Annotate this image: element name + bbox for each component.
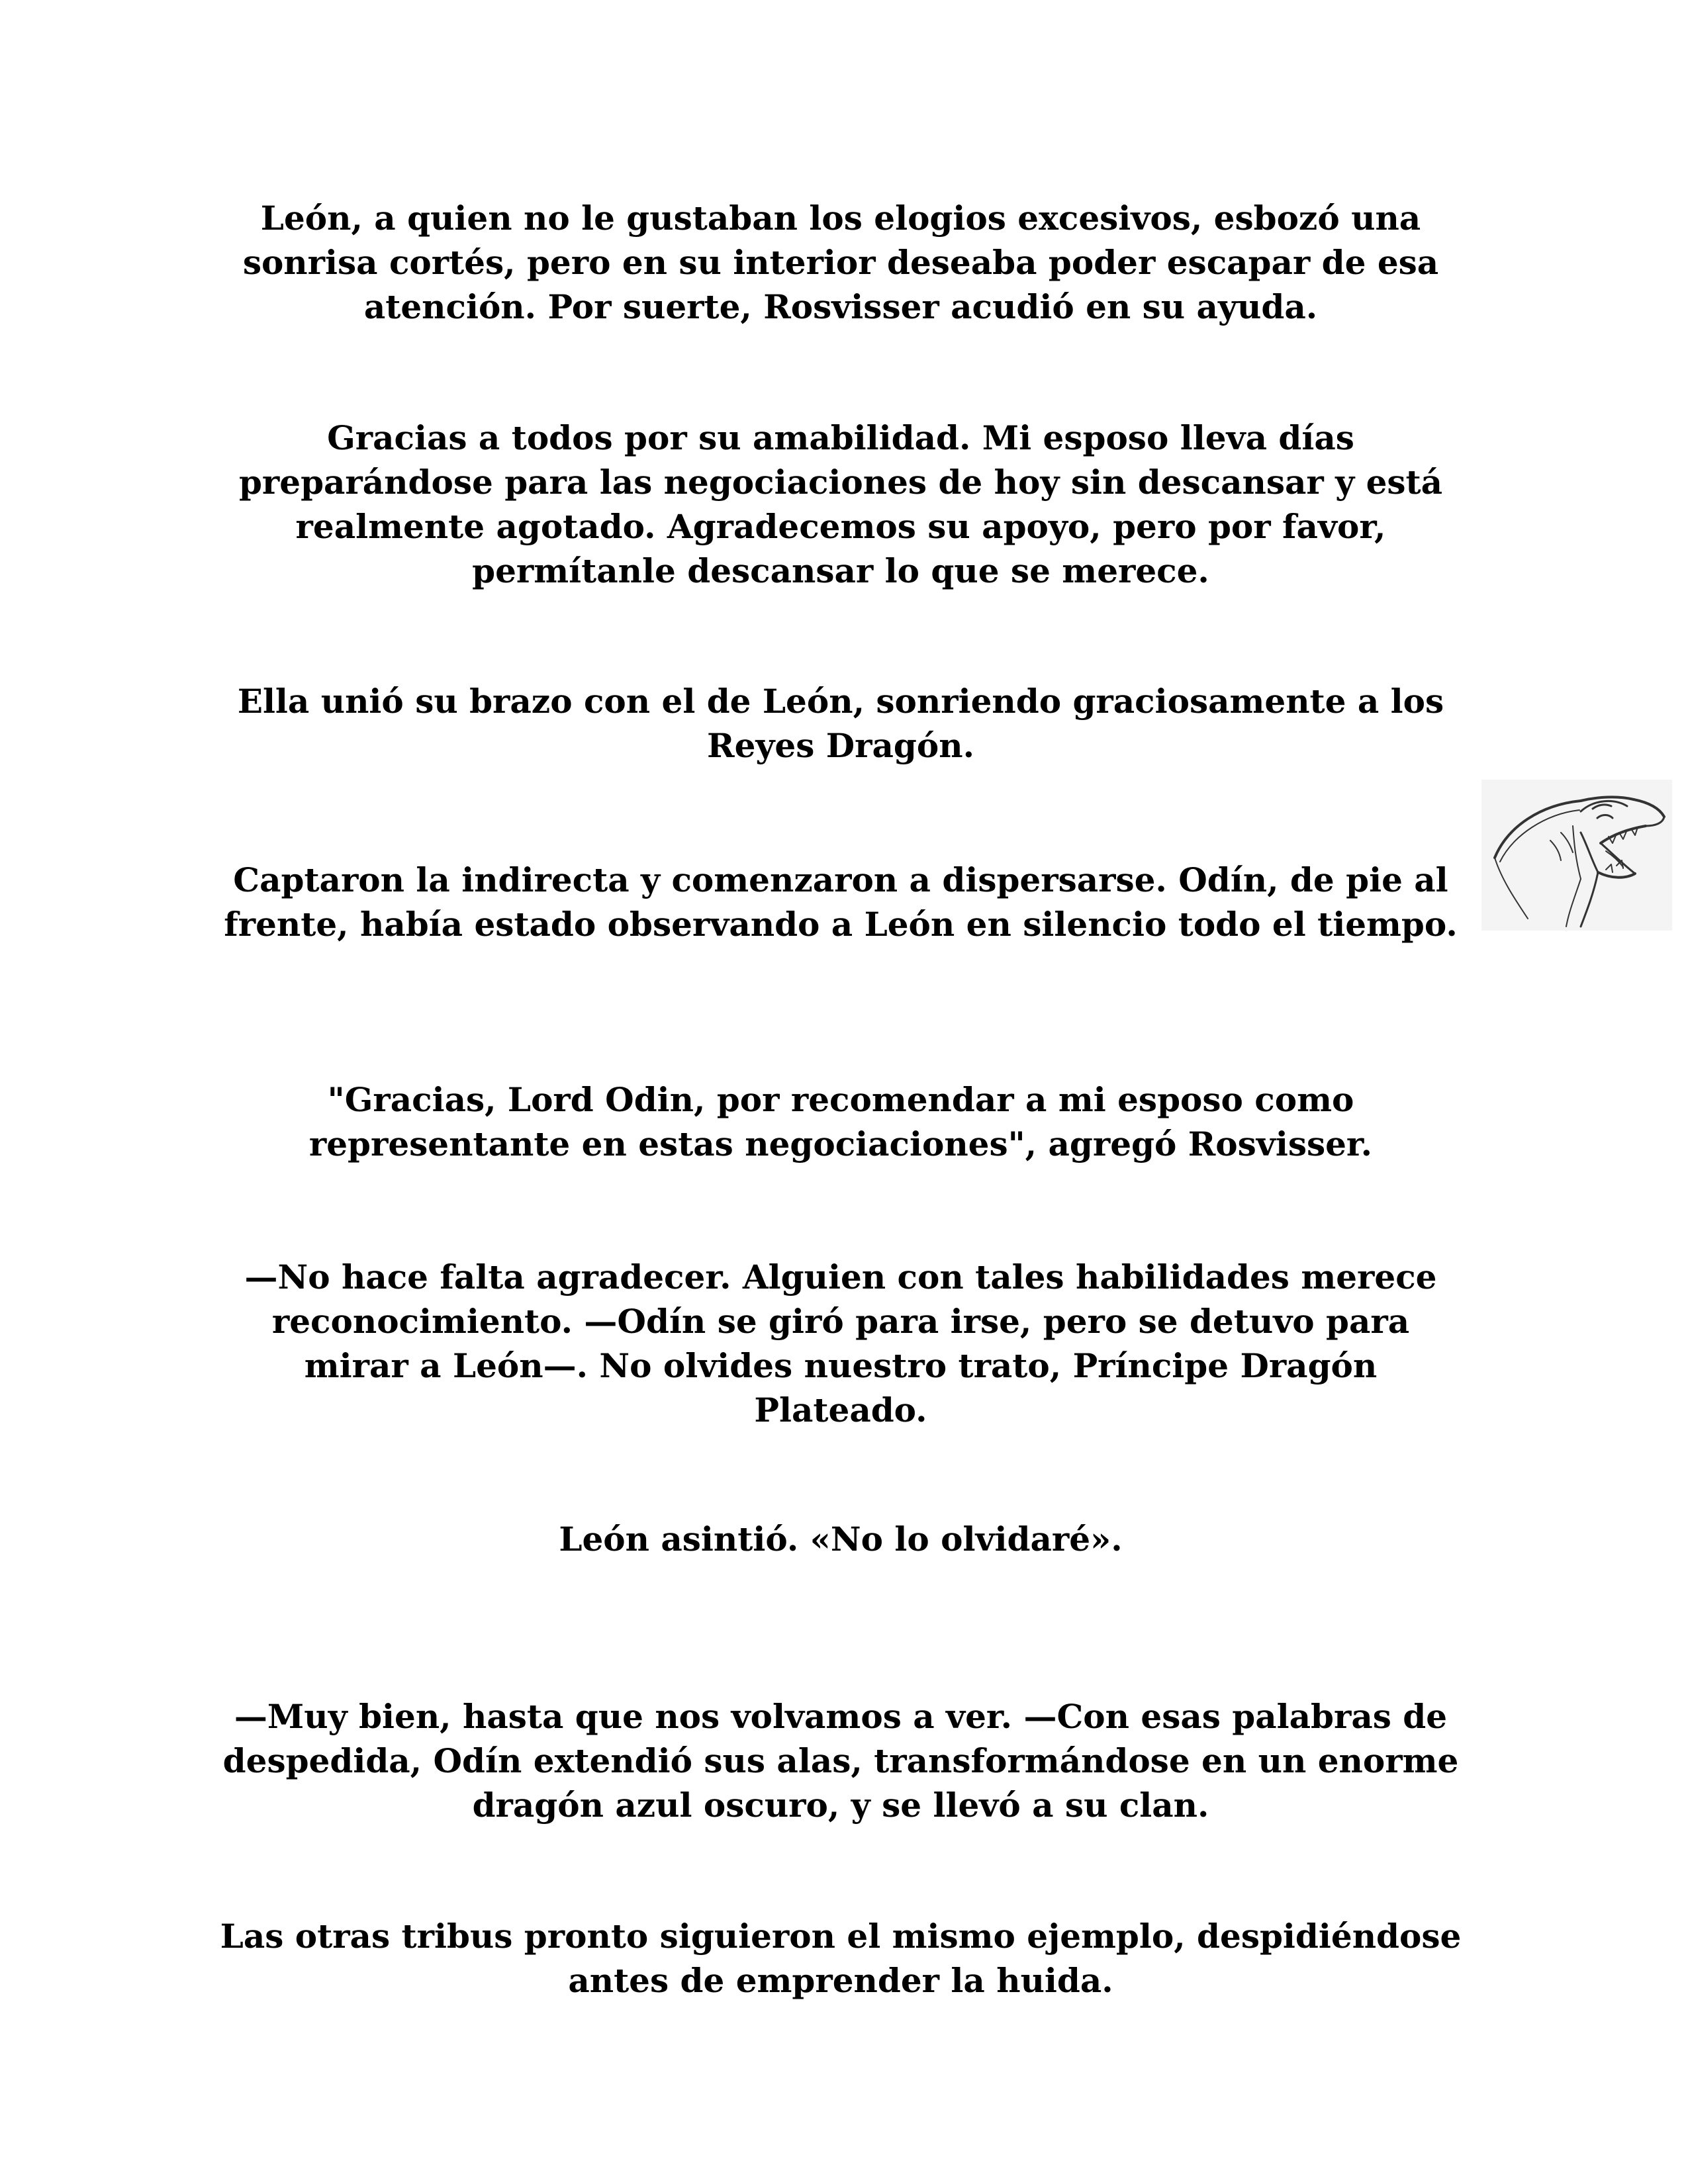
paragraph-8: —Muy bien, hasta que nos volvamos a ver. —Con esas palabras de despedida, Odín extendió sus alas, transformándose en un enorme dragón azul oscuro, y se llevó a su clan. [222, 1697, 1459, 1825]
paragraph-1: León, a quien no le gustaban los elogios excesivos, esbozó una sonrisa cortés, pero en su interior deseaba poder escapar de esa atención. Por suerte, Rosvisser acudió en su ayuda. [242, 199, 1439, 326]
paragraph-5: "Gracias, Lord Odin, por recomendar a mi esposo como representante en estas negociaciones", agregó Rosvisser. [308, 1080, 1373, 1163]
paragraph-9: Las otras tribus pronto siguieron el mismo ejemplo, despidiéndose antes de emprender la huida. [220, 1917, 1462, 2000]
paragraph-4: Captaron la indirecta y comenzaron a dispersarse. Odín, de pie al frente, había estado observando a León en silencio todo el tiempo. [224, 860, 1458, 944]
dragon-head-sketch-icon [1481, 780, 1672, 931]
paragraph-2: Gracias a todos por su amabilidad. Mi esposo lleva días preparándose para las negociaciones de hoy sin descansar y está realmente agotado. Agradecemos su apoyo, pero por favor, permítanle descansar lo que se merece. [238, 418, 1443, 590]
paragraph-7: León asintió. «No lo olvidaré». [559, 1520, 1123, 1559]
paragraph-6: —No hace falta agradecer. Alguien con tales habilidades merece reconocimiento. —Odín se giró para irse, pero se detuvo para mirar a León—. No olvides nuestro trato, Príncipe Dragón Plateado. [244, 1257, 1437, 1430]
paragraph-3: Ella unió su brazo con el de León, sonriendo graciosamente a los Reyes Dragón. [237, 682, 1444, 765]
